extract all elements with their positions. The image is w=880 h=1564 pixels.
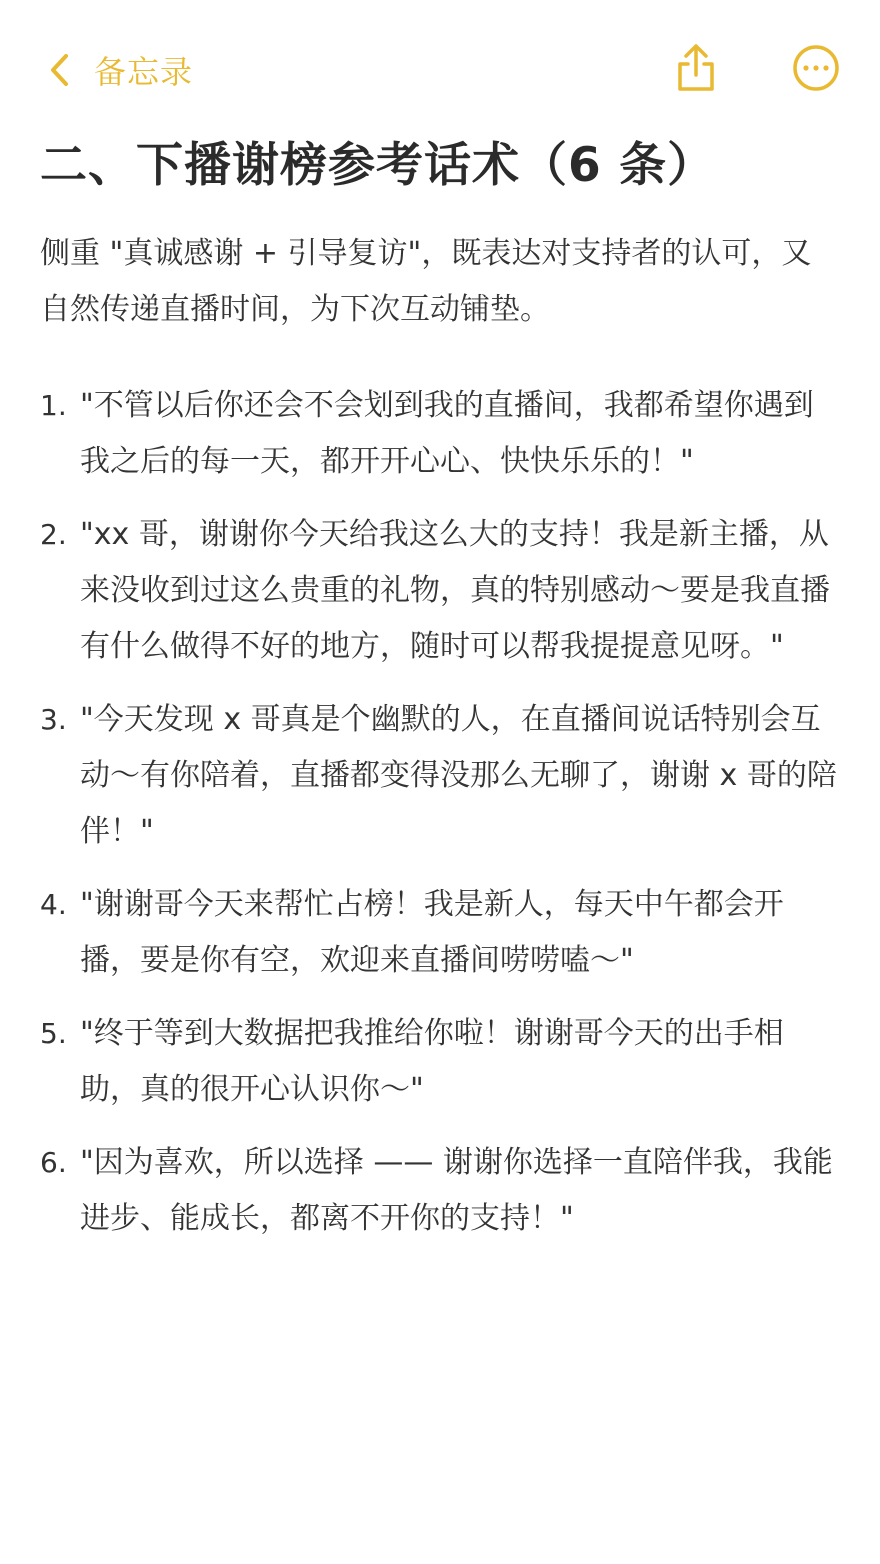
list-item [40, 507, 840, 675]
list-item [40, 877, 840, 989]
back-button[interactable] [48, 48, 193, 92]
list-item-number: 6. [40, 1146, 67, 1179]
back-label: 备忘录 [94, 53, 194, 91]
list-item-number: 4. [40, 888, 67, 921]
share-icon [674, 43, 718, 97]
note-intro: 侧重 "真诚感谢 + 引导复访"，既表达对支持者的认可，又自然传递直播时间，为下次互动铺垫。 [40, 236, 812, 327]
chevron-left-icon [48, 52, 76, 88]
more-icon [792, 44, 840, 96]
list-item-number: 3. [40, 703, 67, 736]
list-item-text: "不管以后你还会不会划到我的直播间，我都希望你遇到我之后的每一天，都开开心心、快快乐乐的！" [80, 388, 814, 479]
list-item-number: 5. [40, 1017, 67, 1050]
list-item-text: "因为喜欢，所以选择 —— 谢谢你选择一直陪伴我，我能进步、能成长，都离不开你的支持！" [80, 1145, 833, 1236]
list-item-text: "xx 哥，谢谢你今天给我这么大的支持！我是新主播，从来没收到过这么贵重的礼物，真的特别感动～要是我直播有什么做得不好的地方，随时可以帮我提提意见呀。" [80, 517, 830, 664]
list-item [40, 378, 840, 490]
more-button[interactable] [790, 44, 842, 96]
script-list [40, 378, 840, 1264]
list-item-text: "谢谢哥今天来帮忙占榜！我是新人，每天中午都会开播，要是你有空，欢迎来直播间唠唠嗑～" [80, 887, 784, 978]
list-item [40, 692, 840, 860]
list-item-text: "终于等到大数据把我推给你啦！谢谢哥今天的出手相助，真的很开心认识你～" [80, 1016, 784, 1107]
note-title: 二、下播谢榜参考话术（6 条） [40, 138, 716, 193]
list-item-text: "今天发现 x 哥真是个幽默的人，在直播间说话特别会互动～有你陪着，直播都变得没那么无聊了，谢谢 x 哥的陪伴！" [80, 702, 837, 849]
navigation-bar [0, 0, 880, 120]
list-item-number: 2. [40, 518, 67, 551]
list-item [40, 1135, 840, 1247]
share-button[interactable] [670, 44, 722, 96]
list-item-number: 1. [40, 389, 67, 422]
list-item [40, 1006, 840, 1118]
